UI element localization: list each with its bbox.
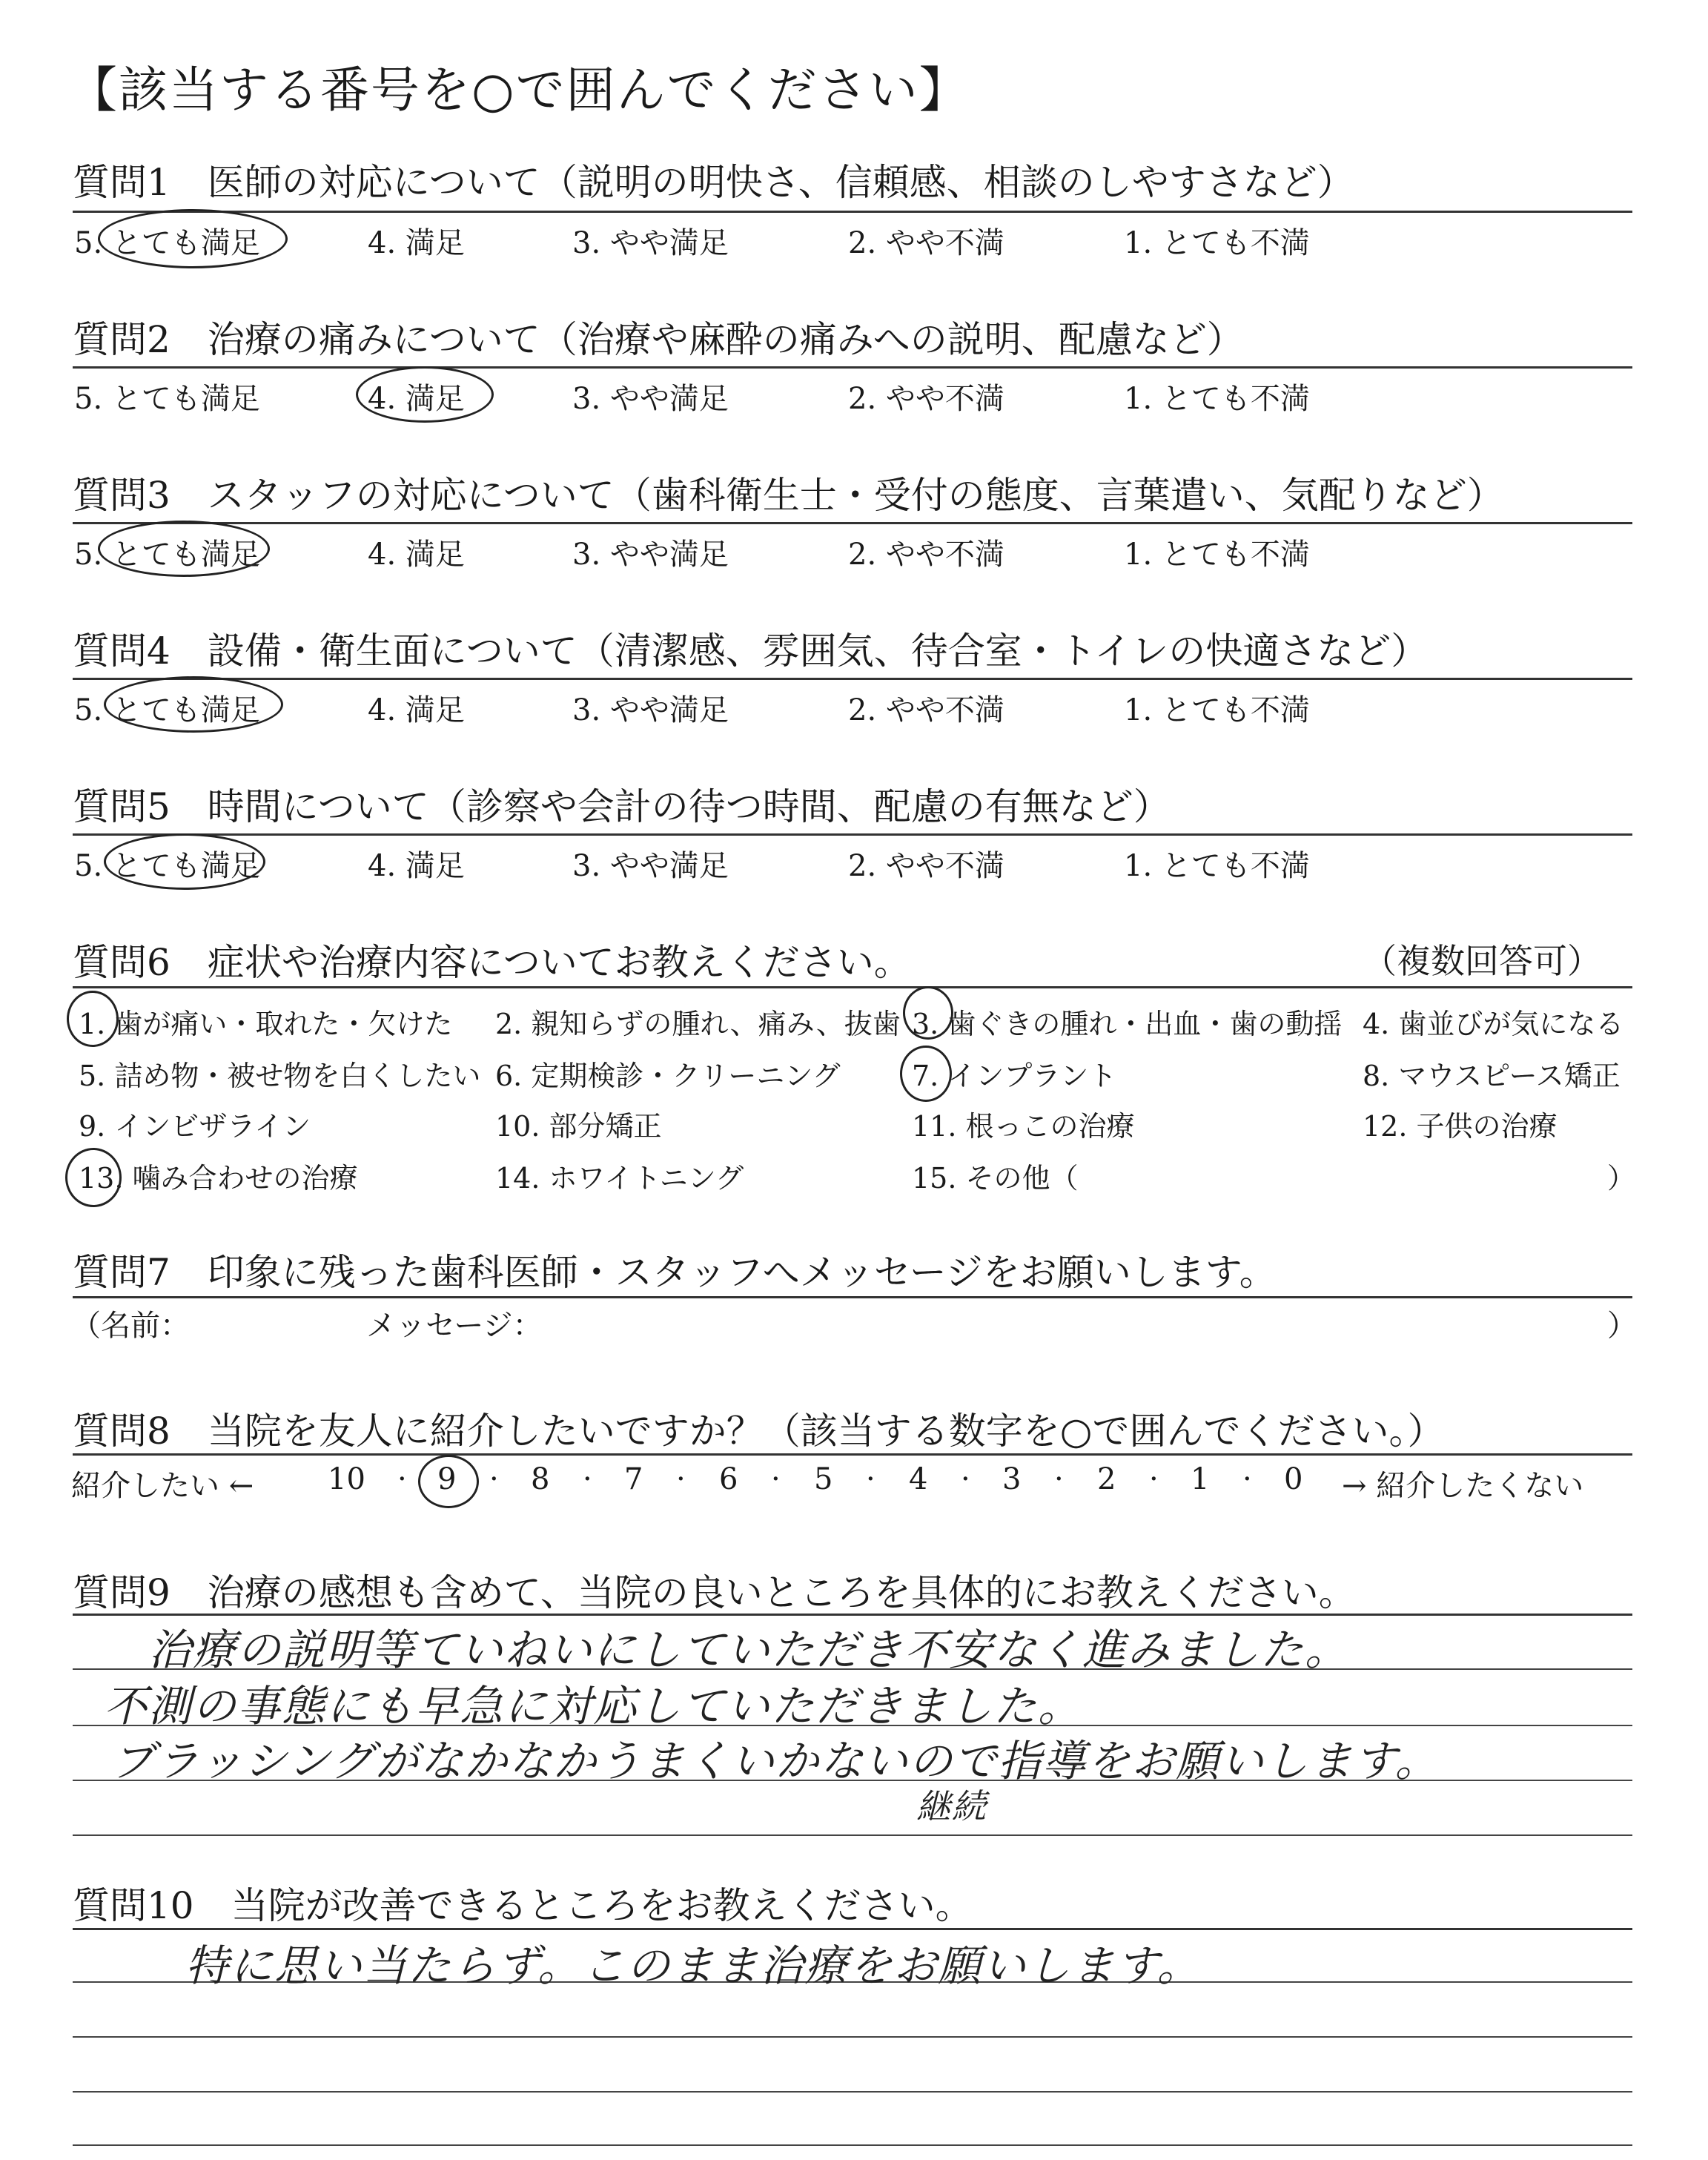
q5-option-5[interactable]: 5. とても満足 — [74, 849, 260, 883]
q10-rule-0 — [73, 1928, 1632, 1930]
q8-dot: · — [583, 1462, 592, 1496]
q4-option-2[interactable]: 2. やや不満 — [848, 693, 1004, 727]
q5-option-2[interactable]: 2. やや不満 — [848, 849, 1004, 883]
q3-selection-circle — [98, 521, 270, 577]
q5-title: 質問5 時間について（診察や会計の待つ時間、配慮の有無など） — [73, 785, 1171, 828]
q6-option-15-close: ） — [1607, 1162, 1636, 1195]
q6-option-14[interactable]: 14. ホワイトニング — [495, 1162, 744, 1195]
q8-scale-9[interactable]: 9 — [437, 1462, 457, 1496]
q1-selection-circle — [98, 209, 288, 268]
q8-scale-1[interactable]: 1 — [1191, 1462, 1210, 1496]
q8-scale-6[interactable]: 6 — [719, 1462, 738, 1496]
q10-title: 質問10 当院が改善できるところをお教えください。 — [73, 1884, 973, 1927]
q9-title: 質問9 治療の感想も含めて、当院の良いところを具体的にお教えください。 — [73, 1571, 1356, 1614]
q6-option-3[interactable]: 3. 歯ぐきの腫れ・出血・歯の動揺 — [912, 1008, 1343, 1040]
q9-answer-insert: 継続 — [916, 1786, 987, 1826]
q6-option-1[interactable]: 1. 歯が痛い・取れた・欠けた — [79, 1008, 453, 1040]
q7-close-paren: ） — [1607, 1309, 1637, 1343]
q3-option-2[interactable]: 2. やや不満 — [848, 538, 1004, 572]
q8-scale-0[interactable]: 0 — [1284, 1462, 1303, 1496]
q8-dot: · — [1149, 1462, 1159, 1496]
q9-answer-line-3: ブラッシングがなかなかうまくいかないので指導をお願いします。 — [111, 1736, 1440, 1786]
q2-option-5[interactable]: 5. とても満足 — [74, 382, 260, 416]
q6-option-8[interactable]: 8. マウスピース矯正 — [1363, 1060, 1621, 1092]
q7-message-label: メッセージ： — [366, 1309, 543, 1343]
q2-option-2[interactable]: 2. やや不満 — [848, 382, 1004, 416]
q2-option-1[interactable]: 1. とても不満 — [1124, 382, 1310, 416]
q6-rule — [73, 986, 1632, 988]
q6-note: （複数回答可） — [1363, 941, 1601, 981]
q5-selection-circle — [104, 833, 265, 890]
q6-option-15[interactable]: 15. その他（ — [912, 1162, 1079, 1195]
q4-title: 質問4 設備・衛生面について（清潔感、雰囲気、待合室・トイレの快適さなど） — [73, 630, 1429, 673]
q5-option-3[interactable]: 3. やや満足 — [572, 849, 729, 883]
q8-scale-10[interactable]: 10 — [328, 1462, 365, 1496]
q6-option-5[interactable]: 5. 詰め物・被せ物を白くしたい — [79, 1060, 481, 1092]
q4-selection-circle — [104, 676, 283, 733]
q6-selection-circle-7 — [900, 1046, 952, 1102]
q2-selection-circle — [356, 366, 494, 423]
q2-option-4[interactable]: 4. 満足 — [368, 382, 465, 416]
q10-rule-3 — [73, 2091, 1632, 2093]
q8-dot: · — [676, 1462, 686, 1496]
q10-rule-2 — [73, 2036, 1632, 2038]
q5-rule — [73, 833, 1632, 836]
q6-title: 質問6 症状や治療内容についてお教えください。 — [73, 941, 911, 984]
form-header: 【該当する番号を○で囲んでください】 — [68, 62, 970, 119]
q3-option-3[interactable]: 3. やや満足 — [572, 538, 729, 572]
q10-rule-4 — [73, 2144, 1632, 2146]
q1-option-5[interactable]: 5. とても満足 — [74, 226, 260, 260]
q8-scale-4[interactable]: 4 — [909, 1462, 928, 1496]
q5-option-1[interactable]: 1. とても不満 — [1124, 849, 1310, 883]
q4-option-5[interactable]: 5. とても満足 — [74, 693, 260, 727]
q4-option-1[interactable]: 1. とても不満 — [1124, 693, 1310, 727]
q3-rule — [73, 522, 1632, 524]
q3-option-4[interactable]: 4. 満足 — [368, 538, 465, 572]
q6-option-6[interactable]: 6. 定期検診・クリーニング — [495, 1060, 841, 1092]
q6-option-4[interactable]: 4. 歯並びが気になる — [1363, 1008, 1624, 1040]
q4-rule — [73, 678, 1632, 680]
q8-dot: · — [961, 1462, 970, 1496]
q8-scale-3[interactable]: 3 — [1002, 1462, 1022, 1496]
q7-title: 質問7 印象に残った歯科医師・スタッフへメッセージをお願いします。 — [73, 1251, 1277, 1294]
q1-option-2[interactable]: 2. やや不満 — [848, 226, 1004, 260]
q1-option-1[interactable]: 1. とても不満 — [1124, 226, 1310, 260]
q1-option-3[interactable]: 3. やや満足 — [572, 226, 729, 260]
q6-option-9[interactable]: 9. インビザライン — [79, 1110, 311, 1143]
q6-selection-circle-13 — [65, 1148, 122, 1207]
q8-dot: · — [489, 1462, 499, 1496]
q8-dot: · — [1242, 1462, 1252, 1496]
q8-right-label: → 紹介したくない — [1342, 1469, 1584, 1503]
q2-option-3[interactable]: 3. やや満足 — [572, 382, 729, 416]
q6-selection-circle-3 — [903, 986, 953, 1040]
q6-option-12[interactable]: 12. 子供の治療 — [1363, 1110, 1558, 1143]
q6-option-2[interactable]: 2. 親知らずの腫れ、痛み、抜歯 — [495, 1008, 901, 1040]
q4-option-3[interactable]: 3. やや満足 — [572, 693, 729, 727]
q8-dot: · — [397, 1462, 407, 1496]
q6-option-7[interactable]: 7. インプラント — [912, 1060, 1117, 1092]
q1-title: 質問1 医師の対応について（説明の明快さ、信頼感、相談のしやすさなど） — [73, 161, 1354, 204]
q8-dot: · — [866, 1462, 875, 1496]
q6-option-13[interactable]: 13. 噛み合わせの治療 — [79, 1162, 358, 1195]
q7-name-label: （名前： — [71, 1309, 190, 1343]
q9-answer-line-2: 不測の事態にも早急に対応していただきました。 — [104, 1681, 1083, 1731]
q8-title: 質問8 当院を友人に紹介したいですか？（該当する数字を○で囲んでください。） — [73, 1410, 1445, 1453]
q6-option-10[interactable]: 10. 部分矯正 — [495, 1110, 662, 1143]
q10-answer-line-1: 特に思い当たらず。このまま治療をお願いします。 — [185, 1941, 1202, 1991]
q3-option-5[interactable]: 5. とても満足 — [74, 538, 260, 572]
q8-dot: · — [771, 1462, 781, 1496]
q8-scale-8[interactable]: 8 — [531, 1462, 550, 1496]
q6-option-11[interactable]: 11. 根っこの治療 — [912, 1110, 1135, 1143]
q7-rule — [73, 1296, 1632, 1298]
q1-option-4[interactable]: 4. 満足 — [368, 226, 465, 260]
q1-rule — [73, 211, 1632, 213]
q8-scale-2[interactable]: 2 — [1097, 1462, 1116, 1496]
q9-answer-line-1: 治療の説明等ていねいにしていただき不安なく進みました。 — [148, 1625, 1350, 1675]
q2-rule — [73, 366, 1632, 369]
q2-title: 質問2 治療の痛みについて（治療や麻酔の痛みへの説明、配慮など） — [73, 318, 1244, 361]
q8-dot: · — [1054, 1462, 1064, 1496]
q8-left-label: 紹介したい ← — [71, 1469, 254, 1503]
q8-rule — [73, 1453, 1632, 1456]
q5-option-4[interactable]: 4. 満足 — [368, 849, 465, 883]
q3-title: 質問3 スタッフの対応について（歯科衛生士・受付の態度、言葉遣い、気配りなど） — [73, 474, 1504, 517]
q9-rule-4 — [73, 1834, 1632, 1836]
q3-option-1[interactable]: 1. とても不満 — [1124, 538, 1310, 572]
q6-selection-circle-1 — [67, 991, 119, 1047]
q8-scale-7[interactable]: 7 — [624, 1462, 643, 1496]
q8-scale-5[interactable]: 5 — [814, 1462, 833, 1496]
q8-selection-circle — [418, 1455, 479, 1508]
q4-option-4[interactable]: 4. 満足 — [368, 693, 465, 727]
